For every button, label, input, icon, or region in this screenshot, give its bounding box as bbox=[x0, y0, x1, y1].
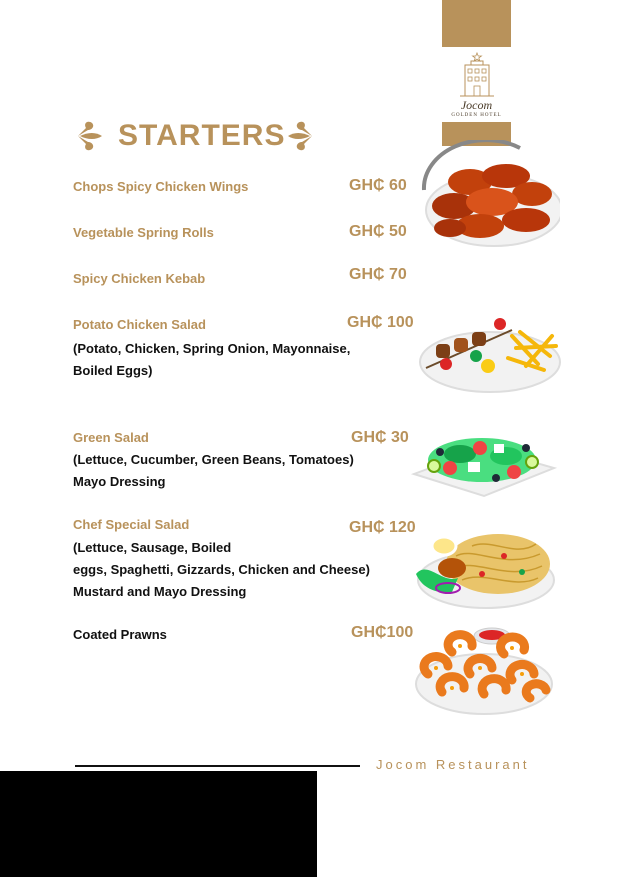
section-title: STARTERS bbox=[118, 119, 286, 152]
logo-subtitle: GOLDEN HOTEL bbox=[451, 113, 502, 118]
chicken-wings-image bbox=[410, 140, 560, 252]
footer-restaurant-name: Jocom Restaurant bbox=[376, 757, 530, 772]
hotel-logo bbox=[442, 47, 511, 122]
item-desc-line: (Lettuce, Sausage, Boiled bbox=[73, 540, 232, 555]
top-gold-band bbox=[442, 0, 511, 47]
item-price-chef-special-salad: GH₵ 120 bbox=[349, 519, 416, 536]
item-price-chicken-kebab: GH₵ 70 bbox=[349, 266, 407, 283]
kebab-fries-image bbox=[416, 306, 564, 394]
item-price-potato-chicken-salad: GH₵ 100 bbox=[347, 314, 414, 331]
hotel-building-icon bbox=[457, 51, 497, 99]
item-name-chicken-wings: Chops Spicy Chicken Wings bbox=[73, 179, 249, 194]
item-price-chicken-wings: GH₵ 60 bbox=[349, 177, 407, 194]
item-name-green-salad: Green Salad bbox=[73, 430, 149, 445]
item-name-chicken-kebab: Spicy Chicken Kebab bbox=[73, 271, 206, 286]
item-desc-line: Boiled Eggs) bbox=[73, 363, 153, 378]
logo-name: Jocom bbox=[460, 98, 493, 112]
coated-prawns-image bbox=[412, 622, 556, 716]
item-name-chef-special-salad: Chef Special Salad bbox=[73, 517, 190, 532]
item-price-spring-rolls: GH₵ 50 bbox=[349, 223, 407, 240]
item-desc-line: Mustard and Mayo Dressing bbox=[73, 584, 247, 599]
footer-divider bbox=[75, 765, 360, 767]
fleuron-right-icon bbox=[286, 119, 316, 153]
item-price-green-salad: GH₵ 30 bbox=[351, 429, 409, 446]
item-name-coated-prawns: Coated Prawns bbox=[73, 627, 167, 642]
item-desc-line: eggs, Spaghetti, Gizzards, Chicken and Cheese) bbox=[73, 562, 370, 577]
green-salad-image bbox=[410, 420, 558, 506]
item-desc-line: (Potato, Chicken, Spring Onion, Mayonnaise, bbox=[73, 341, 351, 356]
chef-special-salad-image bbox=[412, 524, 556, 610]
item-name-potato-chicken-salad: Potato Chicken Salad bbox=[73, 317, 206, 332]
item-desc-line: Mayo Dressing bbox=[73, 474, 166, 489]
black-footer-block bbox=[0, 771, 317, 877]
item-name-spring-rolls: Vegetable Spring Rolls bbox=[73, 225, 214, 240]
section-heading bbox=[74, 116, 324, 156]
item-price-coated-prawns: GH₵100 bbox=[351, 624, 414, 641]
item-desc-line: (Lettuce, Cucumber, Green Beans, Tomatoes) bbox=[73, 452, 354, 467]
fleuron-left-icon bbox=[74, 119, 104, 153]
